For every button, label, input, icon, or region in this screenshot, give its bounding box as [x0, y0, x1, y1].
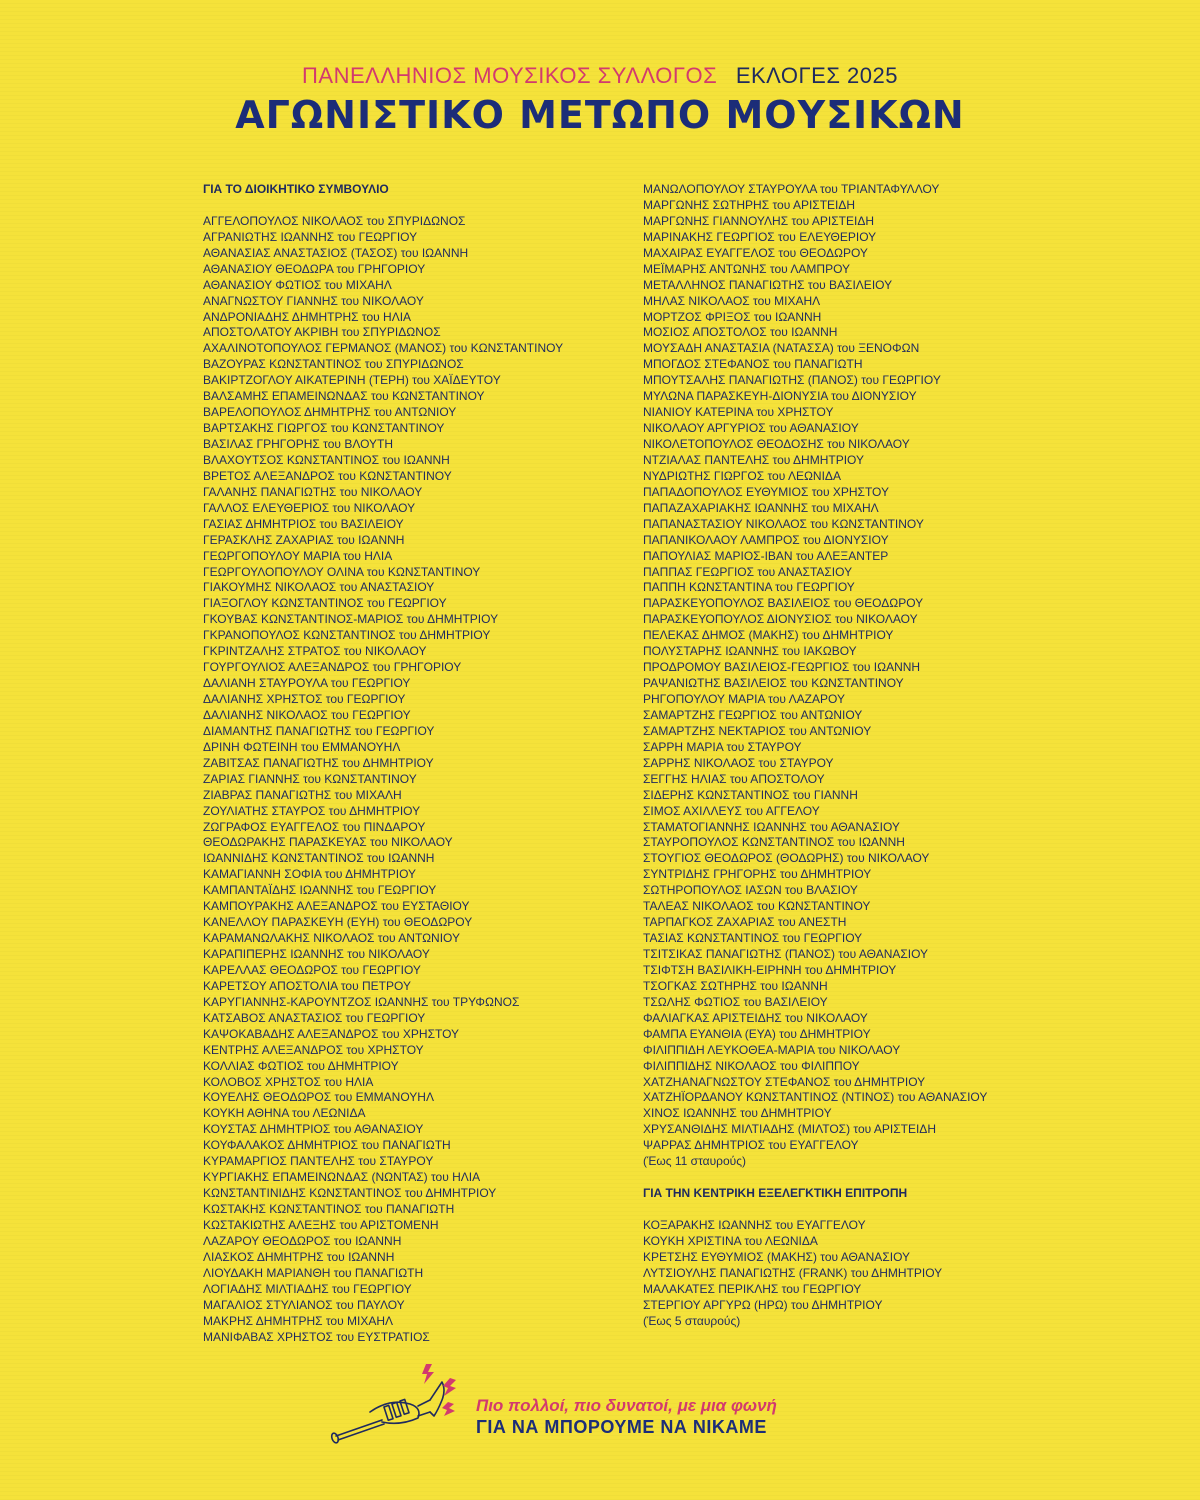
organization-name: ΠΑΝΕΛΛΗΝΙΟΣ ΜΟΥΣΙΚΟΣ ΣΥΛΛΟΓΟΣ — [302, 63, 718, 88]
candidate-name: ΜΑΝΙΦΑΒΑΣ ΧΡΗΣΤΟΣ του ΕΥΣΤΡΑΤΙΟΣ — [203, 1329, 430, 1344]
candidate-name: ΓΕΡΑΣΚΛΗΣ ΖΑΧΑΡΙΑΣ του ΙΩΑΝΝΗ — [203, 532, 405, 547]
candidate-name: ΒΛΑΧΟΥΤΣΟΣ ΚΩΝΣΤΑΝΤΙΝΟΣ του ΙΩΑΝΝΗ — [203, 452, 450, 467]
candidate-name: ΝΙΚΟΛΑΟΥ ΑΡΓΥΡΙΟΣ του ΑΘΑΝΑΣΙΟΥ — [643, 421, 859, 436]
candidate-name: ΡΗΓΟΠΟΥΛΟΥ ΜΑΡΙΑ του ΛΑΖΑΡΟΥ — [643, 692, 845, 706]
candidate-name: ΝΤΖΙΑΛΑΣ ΠΑΝΤΕΛΗΣ του ΔΗΜΗΤΡΙΟΥ — [643, 452, 864, 467]
candidate-name: ΚΑΡΕΤΣΟΥ ΑΠΟΣΤΟΛΙΑ του ΠΕΤΡΟΥ — [203, 978, 411, 993]
candidate-name: ΚΩΝΣΤΑΝΤΙΝΙΔΗΣ ΚΩΝΣΤΑΝΤΙΝΟΣ του ΔΗΜΗΤΡΙΟΥ — [203, 1186, 497, 1201]
candidate-name: ΚΟΥΕΛΗΣ ΘΕΟΔΩΡΟΣ του ΕΜΜΑΝΟΥΗΛ — [203, 1090, 434, 1105]
candidate-name: ΜΟΡΤΖΟΣ ΦΡΙΞΟΣ του ΙΩΑΝΝΗ — [643, 309, 822, 324]
candidate-name: ΚΑΡΑΠΙΠΕΡΗΣ ΙΩΑΝΝΗΣ του ΝΙΚΟΛΑΟΥ — [203, 947, 430, 961]
candidate-name: ΜΑΧΑΙΡΑΣ ΕΥΑΓΓΕΛΟΣ του ΘΕΟΔΩΡΟΥ — [643, 245, 868, 260]
candidate-name: ΑΓΓΕΛΟΠΟΥΛΟΣ ΝΙΚΟΛΑΟΣ του ΣΠΥΡΙΔΩΝΟΣ — [203, 213, 466, 228]
candidate-name: ΓΑΣΙΑΣ ΔΗΜΗΤΡΙΟΣ του ΒΑΣΙΛΕΙΟΥ — [203, 516, 404, 531]
candidate-name: ΑΝΔΡΟΝΙΑΔΗΣ ΔΗΜΗΤΡΗΣ του ΗΛΙΑ — [203, 309, 412, 324]
candidate-name: ΝΙΑΝΙΟΥ ΚΑΤΕΡΙΝΑ του ΧΡΗΣΤΟΥ — [643, 405, 834, 420]
candidate-name: ΚΥΡΓΙΑΚΗΣ ΕΠΑΜΕΙΝΩΝΔΑΣ (ΝΩΝΤΑΣ) του ΗΛΙΑ — [203, 1170, 481, 1185]
list-spacer — [643, 1170, 987, 1186]
candidate-name: ΒΑΚΙΡΤΖΟΓΛΟΥ ΑΙΚΑΤΕΡΙΝΗ (ΤΕΡΗ) του ΧΑΪΔΕΥΤΟΥ — [203, 373, 501, 388]
candidate-name: ΜΑΡΓΩΝΗΣ ΣΩΤΗΡΗΣ του ΑΡΙΣΤΕΙΔΗ — [643, 197, 856, 212]
candidate-name: ΜΕΤΑΛΛΗΝΟΣ ΠΑΝΑΓΙΩΤΗΣ του ΒΑΣΙΛΕΙΟΥ — [643, 277, 893, 292]
candidate-name: ΓΑΛΑΝΗΣ ΠΑΝΑΓΙΩΤΗΣ του ΝΙΚΟΛΑΟΥ — [203, 484, 423, 499]
candidate-name: ΣΤΑΜΑΤΟΓΙΑΝΝΗΣ ΙΩΑΝΝΗΣ του ΑΘΑΝΑΣΙΟΥ — [643, 819, 900, 834]
candidate-name: ΚΩΣΤΑΚΙΩΤΗΣ ΑΛΕΞΗΣ του ΑΡΙΣΤΟΜΕΝΗ — [203, 1217, 439, 1232]
candidate-name: ΠΑΡΑΣΚΕΥΟΠΟΥΛΟΣ ΔΙΟΝΥΣΙΟΣ του ΝΙΚΟΛΑΟΥ — [643, 612, 918, 627]
candidate-name: ΡΑΨΑΝΙΩΤΗΣ ΒΑΣΙΛΕΙΟΣ του ΚΩΝΣΤΑΝΤΙΝΟΥ — [643, 676, 904, 691]
candidate-name: ΚΟΥΦΑΛΑΚΟΣ ΔΗΜΗΤΡΙΟΣ του ΠΑΝΑΓΙΩΤΗ — [203, 1138, 451, 1153]
candidate-name: ΜΑΡΓΩΝΗΣ ΓΙΑΝΝΟΥΛΗΣ του ΑΡΙΣΤΕΙΔΗ — [643, 213, 875, 228]
list-spacer — [203, 198, 563, 214]
candidate-name: ΖΑΡΙΑΣ ΓΙΑΝΝΗΣ του ΚΩΝΣΤΑΝΤΙΝΟΥ — [203, 771, 417, 786]
candidate-name: ΖΩΓΡΑΦΟΣ ΕΥΑΓΓΕΛΟΣ του ΠΙΝΔΑΡΟΥ — [203, 819, 426, 834]
candidate-name: ΛΙΟΥΔΑΚΗ ΜΑΡΙΑΝΘΗ του ΠΑΝΑΓΙΩΤΗ — [203, 1265, 424, 1280]
candidate-name: ΣΑΜΑΡΤΖΗΣ ΓΕΩΡΓΙΟΣ του ΑΝΤΩΝΙΟΥ — [643, 707, 863, 722]
candidate-name: ΦΙΛΙΠΠΙΔΗΣ ΝΙΚΟΛΑΟΣ του ΦΙΛΙΠΠΟΥ — [643, 1058, 860, 1073]
candidate-name: ΑΘΑΝΑΣΙΟΥ ΘΕΟΔΩΡΑ του ΓΡΗΓΟΡΙΟΥ — [203, 261, 426, 276]
footer — [330, 1360, 890, 1450]
candidate-name: ΠΑΠΑΝΙΚΟΛΑΟΥ ΛΑΜΠΡΟΣ του ΔΙΟΝΥΣΙΟΥ — [643, 532, 889, 547]
candidate-name: ΠΑΠΠΑΣ ΓΕΩΡΓΙΟΣ του ΑΝΑΣΤΑΣΙΟΥ — [643, 564, 853, 579]
candidate-name: ΛΙΑΣΚΟΣ ΔΗΜΗΤΡΗΣ του ΙΩΑΝΝΗ — [203, 1249, 395, 1264]
candidate-name: ΜΟΥΣΑΔΗ ΑΝΑΣΤΑΣΙΑ (ΝΑΤΑΣΣΑ) του ΞΕΝΟΦΩΝ — [643, 341, 920, 356]
slogan-line-1: Πιο πολλοί, πιο δυνατοί, με μια φωνή — [476, 1396, 777, 1415]
candidate-name: ΧΑΤΖΗΑΝΑΓΝΩΣΤΟΥ ΣΤΕΦΑΝΟΣ του ΔΗΜΗΤΡΙΟΥ — [643, 1074, 926, 1089]
candidate-name: ΚΑΡΕΛΛΑΣ ΘΕΟΔΩΡΟΣ του ΓΕΩΡΓΙΟΥ — [203, 962, 421, 977]
candidate-name: ΦΑΛΙΑΓΚΑΣ ΑΡΙΣΤΕΙΔΗΣ του ΝΙΚΟΛΑΟΥ — [643, 1010, 868, 1025]
candidate-name: ΚΑΜΠΑΝΤΑΪΔΗΣ ΙΩΑΝΝΗΣ του ΓΕΩΡΓΙΟΥ — [203, 883, 437, 898]
candidate-name: ΘΕΟΔΩΡΑΚΗΣ ΠΑΡΑΣΚΕΥΑΣ του ΝΙΚΟΛΑΟΥ — [203, 835, 453, 850]
candidate-name: ΚΥΡΑΜΑΡΓΙΟΣ ΠΑΝΤΕΛΗΣ του ΣΤΑΥΡΟΥ — [203, 1154, 434, 1169]
candidate-name: ΚΟΛΟΒΟΣ ΧΡΗΣΤΟΣ του ΗΛΙΑ — [203, 1074, 374, 1089]
candidate-name: ΠΑΠΟΥΛΙΑΣ ΜΑΡΙΟΣ-ΙΒΑΝ του ΑΛΕΞΑΝΤΕΡ — [643, 548, 889, 563]
candidate-name: ΓΕΩΡΓΟΥΛΟΠΟΥΛΟΥ ΟΛΙΝΑ του ΚΩΝΣΤΑΝΤΙΝΟΥ — [203, 564, 481, 579]
candidate-name: ΜΠΟΥΤΣΑΛΗΣ ΠΑΝΑΓΙΩΤΗΣ (ΠΑΝΟΣ) του ΓΕΩΡΓΙΟΥ — [643, 373, 941, 388]
candidate-name: ΠΑΠΑΖΑΧΑΡΙΑΚΗΣ ΙΩΑΝΝΗΣ του ΜΙΧΑΗΛ — [643, 500, 879, 515]
candidate-name: ΣΑΜΑΡΤΖΗΣ ΝΕΚΤΑΡΙΟΣ του ΑΝΤΩΝΙΟΥ — [643, 723, 872, 738]
candidate-name: ΑΘΑΝΑΣΙΑΣ ΑΝΑΣΤΑΣΙΟΣ (ΤΑΣΟΣ) του ΙΩΑΝΝΗ — [203, 245, 469, 260]
candidate-name: ΒΑΖΟΥΡΑΣ ΚΩΝΣΤΑΝΤΙΝΟΣ του ΣΠΥΡΙΔΩΝΟΣ — [203, 357, 464, 372]
candidate-name: ΤΑΡΠΑΓΚΟΣ ΖΑΧΑΡΙΑΣ του ΑΝΕΣΤΗ — [643, 915, 847, 930]
candidate-name: ΖΑΒΙΤΣΑΣ ΠΑΝΑΓΙΩΤΗΣ του ΔΗΜΗΤΡΙΟΥ — [203, 755, 434, 770]
candidate-name: ΓΑΛΛΟΣ ΕΛΕΥΘΕΡΙΟΣ του ΝΙΚΟΛΑΟΥ — [203, 500, 416, 515]
candidate-name: ΑΝΑΓΝΩΣΤΟΥ ΓΙΑΝΝΗΣ του ΝΙΚΟΛΑΟΥ — [203, 293, 424, 308]
candidate-name: ΝΥΔΡΙΩΤΗΣ ΓΙΩΡΓΟΣ του ΛΕΩΝΙΔΑ — [643, 468, 841, 483]
candidate-name: ΛΑΖΑΡΟΥ ΘΕΟΔΩΡΟΣ του ΙΩΑΝΝΗ — [203, 1233, 402, 1248]
candidate-name: ΒΑΡΤΣΑΚΗΣ ΓΙΩΡΓΟΣ του ΚΩΝΣΤΑΝΤΙΝΟΥ — [203, 421, 445, 436]
candidate-name: ΓΕΩΡΓΟΠΟΥΛΟΥ ΜΑΡΙΑ του ΗΛΙΑ — [203, 548, 393, 563]
candidate-name: ΜΠΟΓΔΟΣ ΣΤΕΦΑΝΟΣ του ΠΑΝΑΓΙΩΤΗ — [643, 357, 863, 372]
candidate-name: ΣΑΡΡΗΣ ΝΙΚΟΛΑΟΣ του ΣΤΑΥΡΟΥ — [643, 755, 834, 770]
candidate-name: ΒΡΕΤΟΣ ΑΛΕΞΑΝΔΡΟΣ του ΚΩΝΣΤΑΝΤΙΝΟΥ — [203, 468, 452, 483]
candidate-name: ΑΘΑΝΑΣΙΟΥ ΦΩΤΙΟΣ του ΜΙΧΑΗΛ — [203, 277, 392, 292]
candidate-name: ΔΑΛΙΑΝΗΣ ΝΙΚΟΛΑΟΣ του ΓΕΩΡΓΙΟΥ — [203, 707, 411, 722]
candidate-name: ΖΙΑΒΡΑΣ ΠΑΝΑΓΙΩΤΗΣ του ΜΙΧΑΛΗ — [203, 787, 402, 802]
candidate-name: ΠΑΠΑΔΟΠΟΥΛΟΣ ΕΥΘΥΜΙΟΣ του ΧΡΗΣΤΟΥ — [643, 484, 890, 499]
board-vote-note: (Έως 11 σταυρούς) — [643, 1154, 747, 1169]
candidate-name: ΧΑΤΖΗΪΟΡΔΑΝΟΥ ΚΩΝΣΤΑΝΤΙΝΟΣ (ΝΤΙΝΟΣ) του ΑΘΑΝΑΣΙΟΥ — [643, 1090, 988, 1105]
list-spacer — [643, 1202, 987, 1218]
board-section-heading: ΓΙΑ ΤΟ ΔΙΟΙΚΗΤΙΚΟ ΣΥΜΒΟΥΛΙΟ — [203, 182, 389, 196]
candidate-name: ΚΕΝΤΡΗΣ ΑΛΕΞΑΝΔΡΟΣ του ΧΡΗΣΤΟΥ — [203, 1042, 424, 1057]
candidate-name: ΧΡΥΣΑΝΘΙΔΗΣ ΜΙΛΤΙΑΔΗΣ (ΜΙΛΤΟΣ) του ΑΡΙΣΤΕΙΔΗ — [643, 1122, 936, 1137]
candidate-name: ΓΚΟΥΒΑΣ ΚΩΝΣΤΑΝΤΙΝΟΣ-ΜΑΡΙΟΣ του ΔΗΜΗΤΡΙΟΥ — [203, 612, 499, 627]
candidate-name: ΤΣΙΤΣΙΚΑΣ ΠΑΝΑΓΙΩΤΗΣ (ΠΑΝΟΣ) του ΑΘΑΝΑΣΙΟΥ — [643, 947, 929, 961]
candidate-name: ΦΙΛΙΠΠΙΔΗ ΛΕΥΚΟΘΕΑ-ΜΑΡΙΑ του ΝΙΚΟΛΑΟΥ — [643, 1042, 901, 1057]
candidate-name: ΓΟΥΡΓΟΥΛΙΟΣ ΑΛΕΞΑΝΔΡΟΣ του ΓΡΗΓΟΡΙΟΥ — [203, 660, 462, 675]
candidate-name: ΠΑΠΑΝΑΣΤΑΣΙΟΥ ΝΙΚΟΛΑΟΣ του ΚΩΝΣΤΑΝΤΙΝΟΥ — [643, 516, 924, 531]
candidate-name: ΚΟΥΚΗ ΑΘΗΝΑ του ΛΕΩΝΙΔΑ — [203, 1106, 366, 1121]
committee-vote-note: (Έως 5 σταυρούς) — [643, 1313, 741, 1328]
candidate-name: ΚΩΣΤΑΚΗΣ ΚΩΝΣΤΑΝΤΙΝΟΣ του ΠΑΝΑΓΙΩΤΗ — [203, 1202, 455, 1216]
candidate-name: ΣΥΝΤΡΙΔΗΣ ΓΡΗΓΟΡΗΣ του ΔΗΜΗΤΡΙΟΥ — [643, 867, 872, 882]
candidate-name: ΜΕΪΜΑΡΗΣ ΑΝΤΩΝΗΣ του ΛΑΜΠΡΟΥ — [643, 261, 851, 276]
candidate-name: ΚΟΥΣΤΑΣ ΔΗΜΗΤΡΙΟΣ του ΑΘΑΝΑΣΙΟΥ — [203, 1122, 424, 1137]
candidate-name: ΤΣΩΛΗΣ ΦΩΤΙΟΣ του ΒΑΣΙΛΕΙΟΥ — [643, 994, 828, 1009]
candidate-name: ΠΡΟΔΡΟΜΟΥ ΒΑΣΙΛΕΙΟΣ-ΓΕΩΡΓΙΟΣ του ΙΩΑΝΝΗ — [643, 660, 921, 675]
committee-candidate-name: ΜΑΛΑΚΑΤΕΣ ΠΕΡΙΚΛΗΣ του ΓΕΩΡΓΙΟΥ — [643, 1281, 862, 1296]
candidate-name: ΧΙΝΟΣ ΙΩΑΝΝΗΣ του ΔΗΜΗΤΡΙΟΥ — [643, 1106, 832, 1121]
candidate-name: ΤΑΛΕΑΣ ΝΙΚΟΛΑΟΣ του ΚΩΝΣΤΑΝΤΙΝΟΥ — [643, 899, 871, 914]
candidate-name: ΚΑΜΑΓΙΑΝΝΗ ΣΟΦΙΑ του ΔΗΜΗΤΡΙΟΥ — [203, 867, 417, 882]
candidate-name: ΠΑΠΠΗ ΚΩΝΣΤΑΝΤΙΝΑ του ΓΕΩΡΓΙΟΥ — [643, 580, 855, 595]
candidate-name: ΜΑΚΡΗΣ ΔΗΜΗΤΡΗΣ του ΜΙΧΑΗΛ — [203, 1313, 394, 1328]
candidate-name: ΚΑΡΑΜΑΝΩΛΑΚΗΣ ΝΙΚΟΛΑΟΣ του ΑΝΤΩΝΙΟΥ — [203, 931, 460, 946]
candidate-name: ΓΚΡΑΝΟΠΟΥΛΟΣ ΚΩΝΣΤΑΝΤΙΝΟΣ του ΔΗΜΗΤΡΙΟΥ — [203, 628, 491, 643]
candidate-name: ΣΩΤΗΡΟΠΟΥΛΟΣ ΙΑΣΩΝ του ΒΛΑΣΙΟΥ — [643, 883, 858, 898]
candidate-name: ΒΑΡΕΛΟΠΟΥΛΟΣ ΔΗΜΗΤΡΗΣ του ΑΝΤΩΝΙΟΥ — [203, 405, 457, 420]
candidate-name: ΔΡΙΝΗ ΦΩΤΕΙΝΗ του ΕΜΜΑΝΟΥΗΛ — [203, 739, 401, 754]
candidate-name: ΜΑΓΑΛΙΟΣ ΣΤΥΛΙΑΝΟΣ του ΠΑΥΛΟΥ — [203, 1297, 405, 1312]
candidate-name: ΠΟΛΥΣΤΑΡΗΣ ΙΩΑΝΝΗΣ του ΙΑΚΩΒΟΥ — [643, 644, 857, 659]
candidate-name: ΣΑΡΡΗ ΜΑΡΙΑ του ΣΤΑΥΡΟΥ — [643, 739, 802, 754]
candidate-name: ΔΑΛΙΑΝΗΣ ΧΡΗΣΤΟΣ του ΓΕΩΡΓΙΟΥ — [203, 692, 406, 706]
candidate-name: ΤΣΟΓΚΑΣ ΣΩΤΗΡΗΣ του ΙΩΑΝΝΗ — [643, 978, 828, 993]
candidate-name: ΣΤΟΥΓΙΟΣ ΘΕΟΔΩΡΟΣ (ΘΟΔΩΡΗΣ) του ΝΙΚΟΛΑΟΥ — [643, 851, 930, 866]
committee-candidate-name: ΛΥΤΣΙΟΥΛΗΣ ΠΑΝΑΓΙΩΤΗΣ (FRANK) του ΔΗΜΗΤΡΙΟΥ — [643, 1265, 943, 1280]
candidate-name: ΣΙΔΕΡΗΣ ΚΩΝΣΤΑΝΤΙΝΟΣ του ΓΙΑΝΝΗ — [643, 787, 858, 802]
committee-candidate-name: ΚΟΞΑΡΑΚΗΣ ΙΩΑΝΝΗΣ του ΕΥΑΓΓΕΛΟΥ — [643, 1217, 866, 1232]
candidate-name: ΚΟΛΛΙΑΣ ΦΩΤΙΟΣ του ΔΗΜΗΤΡΙΟΥ — [203, 1058, 399, 1073]
candidate-name: ΜΑΡΙΝΑΚΗΣ ΓΕΩΡΓΙΟΣ του ΕΛΕΥΘΕΡΙΟΥ — [643, 229, 877, 244]
candidate-name: ΠΕΛΕΚΑΣ ΔΗΜΟΣ (ΜΑΚΗΣ) του ΔΗΜΗΤΡΙΟΥ — [643, 628, 894, 643]
candidate-name: ΣΙΜΟΣ ΑΧΙΛΛΕΥΣ του ΑΓΓΕΛΟΥ — [643, 803, 820, 818]
candidate-name: ΓΙΑΚΟΥΜΗΣ ΝΙΚΟΛΑΟΣ του ΑΝΑΣΤΑΣΙΟΥ — [203, 580, 435, 595]
trumpet-icon — [330, 1360, 475, 1450]
candidate-name: ΑΓΡΑΝΙΩΤΗΣ ΙΩΑΝΝΗΣ του ΓΕΩΡΓΙΟΥ — [203, 229, 418, 244]
candidate-name: ΜΥΛΩΝΑ ΠΑΡΑΣΚΕΥΗ-ΔΙΟΝΥΣΙΑ του ΔΙΟΝΥΣΙΟΥ — [643, 389, 917, 404]
candidate-name: ΨΑΡΡΑΣ ΔΗΜΗΤΡΙΟΣ του ΕΥΑΓΓΕΛΟΥ — [643, 1138, 859, 1153]
candidate-name: ΚΑΝΕΛΛΟΥ ΠΑΡΑΣΚΕΥΗ (ΕΥΗ) του ΘΕΟΔΩΡΟΥ — [203, 915, 473, 930]
candidate-name: ΓΚΡΙΝΤΖΑΛΗΣ ΣΤΡΑΤΟΣ του ΝΙΚΟΛΑΟΥ — [203, 644, 427, 659]
candidate-name: ΛΟΓΙΑΔΗΣ ΜΙΛΤΙΑΔΗΣ του ΓΕΩΡΓΙΟΥ — [203, 1281, 412, 1296]
candidate-name: ΜΗΛΑΣ ΝΙΚΟΛΑΟΣ του ΜΙΧΑΗΛ — [643, 293, 821, 308]
elections-label: ΕΚΛΟΓΕΣ 2025 — [735, 63, 898, 88]
candidate-name: ΣΤΑΥΡΟΠΟΥΛΟΣ ΚΩΝΣΤΑΝΤΙΝΟΣ του ΙΩΑΝΝΗ — [643, 835, 905, 850]
candidate-name: ΖΟΥΛΙΑΤΗΣ ΣΤΑΥΡΟΣ του ΔΗΜΗΤΡΙΟΥ — [203, 803, 421, 818]
committee-candidate-name: ΚΟΥΚΗ ΧΡΙΣΤΙΝΑ του ΛΕΩΝΙΔΑ — [643, 1233, 818, 1248]
candidate-name: ΚΑΨΟΚΑΒΑΔΗΣ ΑΛΕΞΑΝΔΡΟΣ του ΧΡΗΣΤΟΥ — [203, 1026, 460, 1041]
candidate-name: ΚΑΤΣΑΒΟΣ ΑΝΑΣΤΑΣΙΟΣ του ΓΕΩΡΓΙΟΥ — [203, 1010, 426, 1025]
candidate-name: ΝΙΚΟΛΕΤΟΠΟΥΛΟΣ ΘΕΟΔΟΣΗΣ του ΝΙΚΟΛΑΟΥ — [643, 437, 910, 451]
page-title: ΑΓΩΝΙΣΤΙΚΟ ΜΕΤΩΠΟ ΜΟΥΣΙΚΩΝ — [235, 93, 965, 137]
candidate-name: ΑΧΑΛΙΝΟΤΟΠΟΥΛΟΣ ΓΕΡΜΑΝΟΣ (ΜΑΝΟΣ) του ΚΩΝΣΤΑΝΤΙΝΟΥ — [203, 341, 564, 356]
candidate-name: ΦΑΜΠΑ ΕΥΑΝΘΙΑ (ΕΥΑ) του ΔΗΜΗΤΡΙΟΥ — [643, 1026, 871, 1041]
candidate-name: ΚΑΜΠΟΥΡΑΚΗΣ ΑΛΕΞΑΝΔΡΟΣ του ΕΥΣΤΑΘΙΟΥ — [203, 899, 470, 914]
candidate-name: ΤΑΣΙΑΣ ΚΩΝΣΤΑΝΤΙΝΟΣ του ΓΕΩΡΓΙΟΥ — [643, 931, 863, 946]
candidate-name: ΑΠΟΣΤΟΛΑΤΟΥ ΑΚΡΙΒΗ του ΣΠΥΡΙΔΩΝΟΣ — [203, 325, 441, 340]
candidate-name: ΤΣΙΦΤΣΗ ΒΑΣΙΛΙΚΗ-ΕΙΡΗΝΗ του ΔΗΜΗΤΡΙΟΥ — [643, 962, 897, 977]
candidate-name: ΣΕΓΓΗΣ ΗΛΙΑΣ του ΑΠΟΣΤΟΛΟΥ — [643, 771, 825, 786]
candidate-name: ΙΩΑΝΝΙΔΗΣ ΚΩΝΣΤΑΝΤΙΝΟΣ του ΙΩΑΝΝΗ — [203, 851, 435, 866]
candidate-name: ΒΑΣΙΛΑΣ ΓΡΗΓΟΡΗΣ του ΒΛΟΥΤΗ — [203, 437, 394, 451]
slogan-line-2: ΓΙΑ ΝΑ ΜΠΟΡΟΥΜΕ ΝΑ ΝΙΚΑΜΕ — [476, 1417, 767, 1437]
committee-candidate-name: ΚΡΕΤΣΗΣ ΕΥΘΥΜΙΟΣ (ΜΑΚΗΣ) του ΑΘΑΝΑΣΙΟΥ — [643, 1249, 911, 1264]
candidate-name: ΜΑΝΩΛΟΠΟΥΛΟΥ ΣΤΑΥΡΟΥΛΑ του ΤΡΙΑΝΤΑΦΥΛΛΟΥ — [643, 182, 940, 196]
header-top-line — [0, 62, 1200, 90]
candidate-name: ΠΑΡΑΣΚΕΥΟΠΟΥΛΟΣ ΒΑΣΙΛΕΙΟΣ του ΘΕΟΔΩΡΟΥ — [643, 596, 924, 611]
committee-section-heading: ΓΙΑ ΤΗΝ ΚΕΝΤΡΙΚΗ ΕΞΕΛΕΓΚΤΙΚΗ ΕΠΙΤΡΟΠΗ — [643, 1186, 908, 1201]
candidate-name: ΚΑΡΥΓΙΑΝΝΗΣ-ΚΑΡΟΥΝΤΖΟΣ ΙΩΑΝΝΗΣ του ΤΡΥΦΩΝΟΣ — [203, 994, 520, 1009]
candidate-name: ΒΑΛΣΑΜΗΣ ΕΠΑΜΕΙΝΩΝΔΑΣ του ΚΩΝΣΤΑΝΤΙΝΟΥ — [203, 389, 485, 404]
candidate-name: ΜΟΣΙΟΣ ΑΠΟΣΤΟΛΟΣ του ΙΩΑΝΝΗ — [643, 325, 838, 340]
right-column — [643, 182, 987, 1330]
candidate-name: ΔΙΑΜΑΝΤΗΣ ΠΑΝΑΓΙΩΤΗΣ του ΓΕΩΡΓΙΟΥ — [203, 723, 435, 738]
header — [0, 62, 1200, 138]
committee-candidate-name: ΣΤΕΡΓΙΟΥ ΑΡΓΥΡΩ (ΗΡΩ) του ΔΗΜΗΤΡΙΟΥ — [643, 1297, 883, 1312]
candidate-name: ΓΙΑΞΟΓΛΟΥ ΚΩΝΣΤΑΝΤΙΝΟΣ του ΓΕΩΡΓΙΟΥ — [203, 596, 447, 611]
left-column — [203, 182, 563, 1345]
candidate-name: ΔΑΛΙΑΝΗ ΣΤΑΥΡΟΥΛΑ του ΓΕΩΡΓΙΟΥ — [203, 676, 411, 691]
